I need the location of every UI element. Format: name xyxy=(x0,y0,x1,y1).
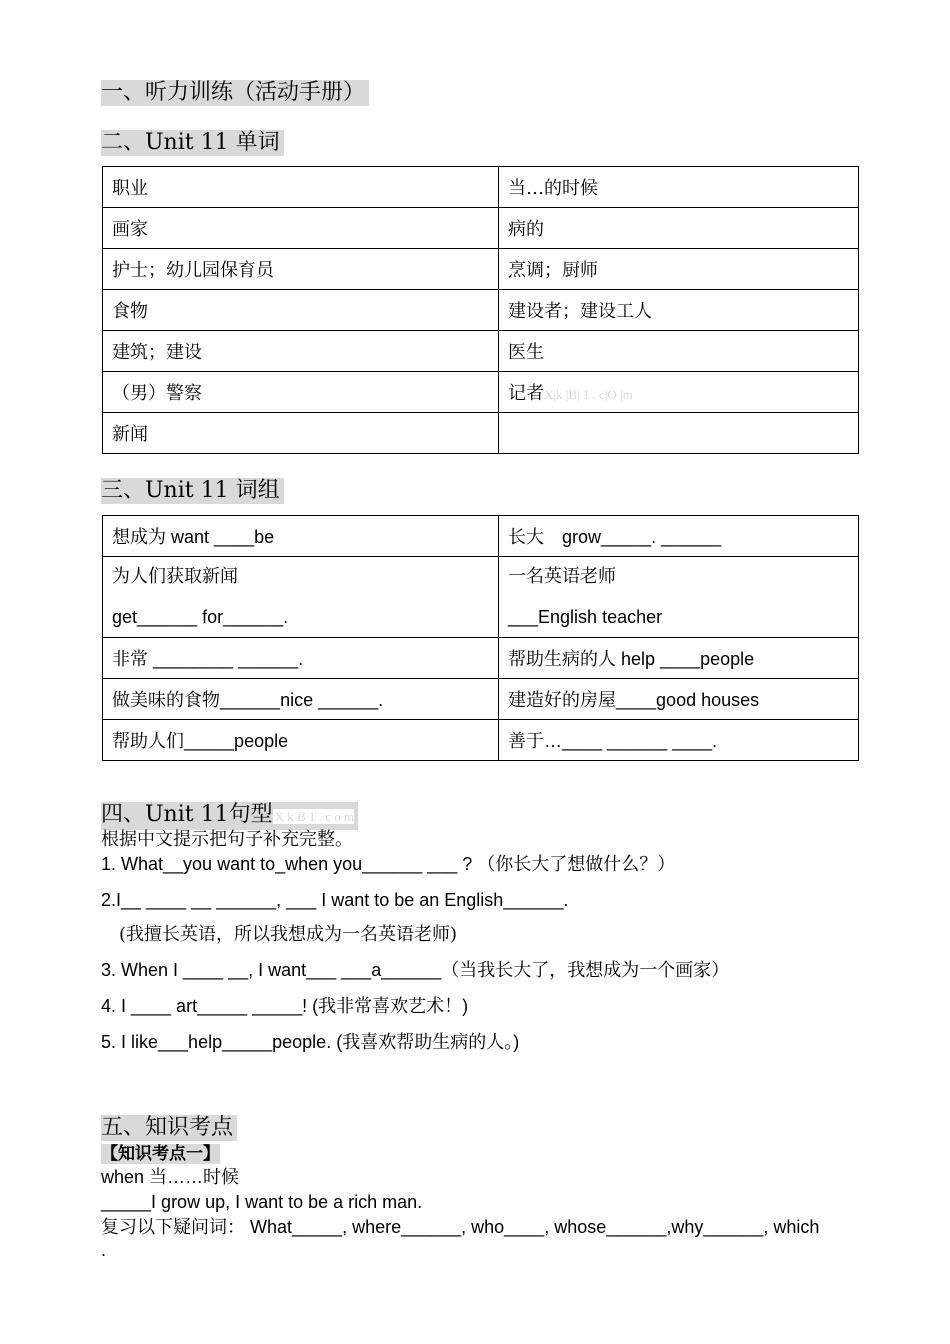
vocab-cell: 建设者；建设工人 xyxy=(499,290,859,331)
table-row xyxy=(103,290,859,331)
watermark-text: X k B 1 . c o m xyxy=(274,809,355,824)
vocab-cell: 职业 xyxy=(103,167,499,208)
vocab-cell: 当…的时候 xyxy=(499,167,859,208)
vocab-cell: 新闻 xyxy=(103,413,499,454)
vocab-cell xyxy=(499,413,859,454)
phrases-table xyxy=(102,515,859,761)
vocab-cell: 画家 xyxy=(103,208,499,249)
section-title-text: 四、Unit 11句型 xyxy=(101,802,273,827)
phrase-cell: 长大 grow_____. ______ xyxy=(499,516,859,557)
knowledge-trailing-dot: . xyxy=(101,1240,107,1260)
table-row xyxy=(103,516,859,557)
table-row xyxy=(103,679,859,720)
vocab-cell: 医生 xyxy=(499,331,859,372)
section-title-phrases: 三、Unit 11 词组 xyxy=(101,478,284,504)
knowledge-point-label xyxy=(101,1141,220,1166)
watermark-text: X|k |B| 1 . c|O |m xyxy=(544,387,633,402)
phrase-cell: 做美味的食物______nice ______. xyxy=(103,679,499,720)
vocab-cell-text: 记者 xyxy=(508,383,544,404)
table-row xyxy=(103,208,859,249)
phrase-cell: 想成为 want ____be xyxy=(103,516,499,557)
phrase-cell: 建造好的房屋____good houses xyxy=(499,679,859,720)
table-row xyxy=(103,413,859,454)
sentence-item: 4. I ____ art_____ _____! (我非常喜欢艺术！) xyxy=(101,996,469,1016)
section-title-knowledge: 五、知识考点 xyxy=(101,1115,237,1141)
knowledge-example: _____I grow up, I want to be a rich man. xyxy=(101,1192,423,1212)
table-row xyxy=(103,331,859,372)
phrase-cell: 帮助生病的人 help ____people xyxy=(499,638,859,679)
section-title-sentences xyxy=(101,802,358,830)
section-title-vocabulary: 二、Unit 11 单词 xyxy=(101,130,284,156)
vocab-cell: 护士；幼儿园保育员 xyxy=(103,249,499,290)
vocab-cell: 烹调；厨师 xyxy=(499,249,859,290)
table-row xyxy=(103,372,859,413)
phrase-cell xyxy=(103,557,499,638)
phrase-cell xyxy=(499,557,859,638)
phrase-cell: 非常 ________ ______. xyxy=(103,638,499,679)
phrase-en: get______ for______. xyxy=(112,607,289,627)
table-row xyxy=(103,638,859,679)
section-title-listening: 一、听力训练（活动手册） xyxy=(101,80,369,106)
table-row xyxy=(103,167,859,208)
table-row xyxy=(103,249,859,290)
phrase-cell: 帮助人们_____people xyxy=(103,720,499,761)
instructions-text: 根据中文提示把句子补充完整。 xyxy=(101,829,353,850)
phrase-cell: 善于…____ ______ ____. xyxy=(499,720,859,761)
phrase-en: ___English teacher xyxy=(508,607,663,627)
vocab-cell: 建筑；建设 xyxy=(103,331,499,372)
phrase-cn: 为人们获取新闻 xyxy=(112,566,238,587)
knowledge-review: 复习以下疑问词： What_____, where______, who____, whose______,why______, which xyxy=(101,1217,820,1237)
sentence-translation: (我擅长英语，所以我想成为一名英语老师) xyxy=(119,924,458,945)
knowledge-point-heading: 【知识考点一】 xyxy=(101,1144,220,1164)
vocab-cell: （男）警察 xyxy=(103,372,499,413)
sentence-item: 5. I like___help_____people. (我喜欢帮助生病的人。) xyxy=(101,1032,520,1052)
vocab-cell: 病的 xyxy=(499,208,859,249)
sentence-item: 1. What__you want to_when you______ ___ ? （你长大了想做什么？） xyxy=(101,854,676,874)
table-row xyxy=(103,720,859,761)
sentence-item: 2.I__ ____ __ ______, ___ I want to be an English______. xyxy=(101,890,569,910)
phrase-cn: 一名英语老师 xyxy=(508,566,616,587)
table-row xyxy=(103,557,859,638)
knowledge-when-line: when 当……时候 xyxy=(101,1167,240,1187)
vocab-cell: 食物 xyxy=(103,290,499,331)
sentence-item: 3. When I ____ __, I want___ ___a______（当我长大了，我想成为一个画家） xyxy=(101,960,730,980)
vocab-cell xyxy=(499,372,859,413)
vocabulary-table xyxy=(102,166,859,454)
